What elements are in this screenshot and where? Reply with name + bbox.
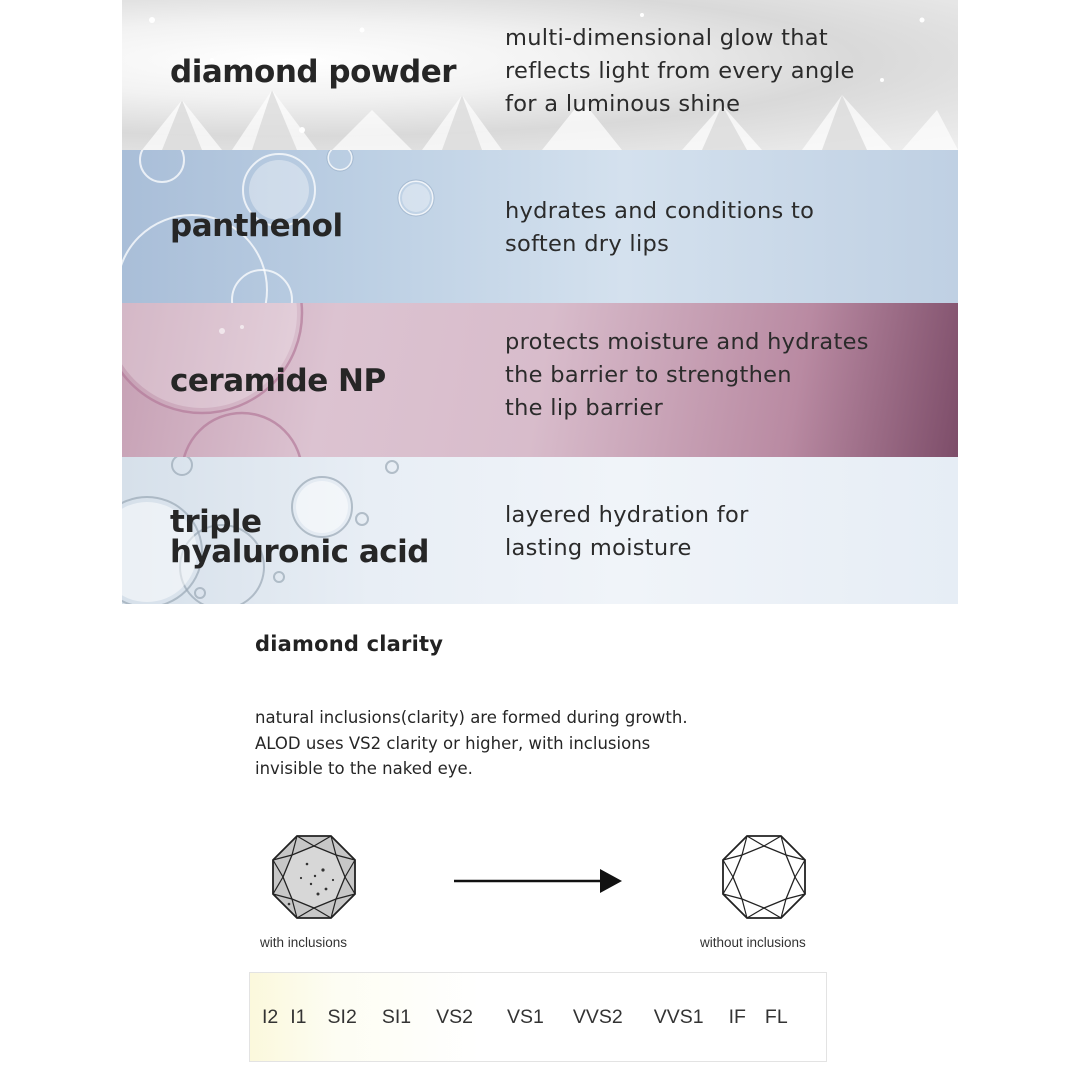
ingredient-description: [505, 326, 869, 425]
ingredient-description: [505, 499, 749, 565]
ingredient-band-ceramide-np: [122, 303, 958, 457]
description-line: soften dry lips: [505, 231, 670, 257]
ingredient-band-hyaluronic-acid: [122, 457, 958, 604]
clarity-grade-scale: [249, 972, 827, 1062]
ingredient-description: [505, 195, 814, 261]
clarity-description: [255, 705, 815, 782]
ingredient-description: [505, 22, 855, 121]
description-line: layered hydration for: [505, 502, 749, 528]
description-line: protects moisture and hydrates: [505, 329, 869, 355]
clarity-title: diamond clarity: [255, 632, 444, 656]
clarity-grade: SI2: [327, 1005, 357, 1028]
description-line: lasting moisture: [505, 535, 692, 561]
clarity-grade: IF: [728, 1005, 746, 1028]
clarity-grade: VS1: [506, 1005, 544, 1028]
diamond-without-inclusions-icon: [721, 834, 807, 920]
clarity-description-line: invisible to the naked eye.: [255, 759, 473, 778]
clarity-grade: VS2: [436, 1005, 473, 1028]
ingredient-band-panthenol: [122, 150, 958, 303]
arrow-right-icon: [452, 866, 624, 896]
description-line: the lip barrier: [505, 395, 664, 421]
clarity-grade: SI1: [381, 1005, 412, 1028]
clarity-grade: VVS2: [572, 1005, 623, 1028]
ingredient-name: diamond powder: [170, 54, 457, 90]
clarity-grade: I2: [262, 1005, 279, 1028]
ingredient-name: [170, 504, 429, 570]
clarity-description-line: ALOD uses VS2 clarity or higher, with inclusions: [255, 733, 651, 753]
description-line: hydrates and conditions to: [505, 198, 815, 224]
description-line: reflects light from every angle: [505, 58, 855, 84]
without-inclusions-label: without inclusions: [700, 935, 806, 950]
with-inclusions-label: with inclusions: [260, 935, 348, 950]
ingredient-name: panthenol: [170, 208, 343, 244]
description-line: multi-dimensional glow that: [505, 25, 829, 51]
ingredient-name-line: hyaluronic acid: [170, 534, 429, 570]
ingredient-name-line: triple: [170, 504, 262, 540]
description-line: the barrier to strengthen: [505, 362, 792, 388]
diamond-with-inclusions-icon: [271, 834, 357, 920]
ingredient-name: ceramide NP: [170, 363, 386, 399]
description-line: for a luminous shine: [505, 91, 741, 117]
clarity-grade: VVS1: [653, 1005, 704, 1028]
clarity-description-line: natural inclusions(clarity) are formed during growth.: [255, 708, 688, 727]
ingredient-band-diamond-powder: [122, 0, 958, 150]
clarity-grade: FL: [764, 1005, 788, 1028]
clarity-grade: I1: [290, 1005, 307, 1028]
